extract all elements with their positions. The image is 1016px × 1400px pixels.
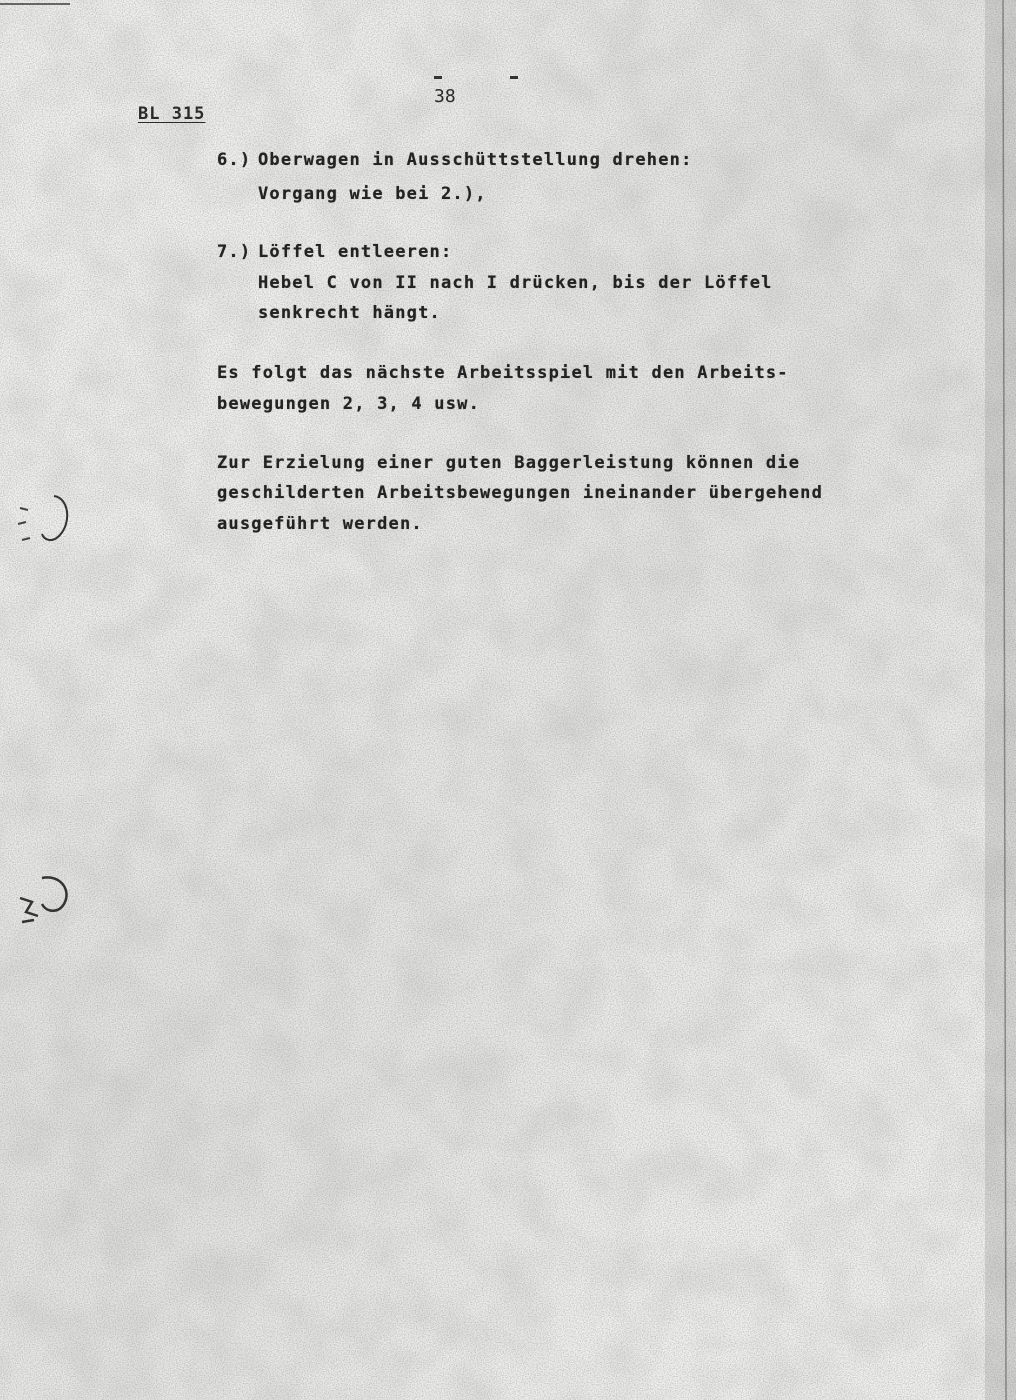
step-6-title: Oberwagen in Ausschüttstellung drehen: <box>258 150 693 170</box>
document-id: BL 315 <box>138 104 206 124</box>
step-7-line-1: Hebel C von II nach I drücken, bis der Löffel <box>258 273 773 293</box>
step-6-line-1: Vorgang wie bei 2.), <box>258 184 487 204</box>
step-7-number: 7.) <box>217 242 252 262</box>
paragraph-2-line-1: Zur Erzielung einer guten Baggerleistung können die <box>217 453 801 473</box>
step-7-title: Löffel entleeren: <box>258 242 453 262</box>
punch-hole-mark-lower <box>12 868 82 948</box>
page-number-dash-left <box>434 76 442 79</box>
paragraph-1-line-1: Es folgt das nächste Arbeitsspiel mit den Arbeits- <box>217 363 789 383</box>
paragraph-2-line-2: geschilderten Arbeitsbewegungen ineinander übergehend <box>217 483 824 503</box>
punch-hole-mark-upper <box>14 488 74 558</box>
paragraph-2-line-3: ausgeführt werden. <box>217 514 423 534</box>
step-6-number: 6.) <box>217 150 252 170</box>
step-7-line-2: senkrecht hängt. <box>258 303 441 323</box>
paragraph-1-line-2: bewegungen 2, 3, 4 usw. <box>217 394 481 414</box>
page-number-dash-right <box>510 76 518 79</box>
page-number: 38 <box>434 86 456 107</box>
